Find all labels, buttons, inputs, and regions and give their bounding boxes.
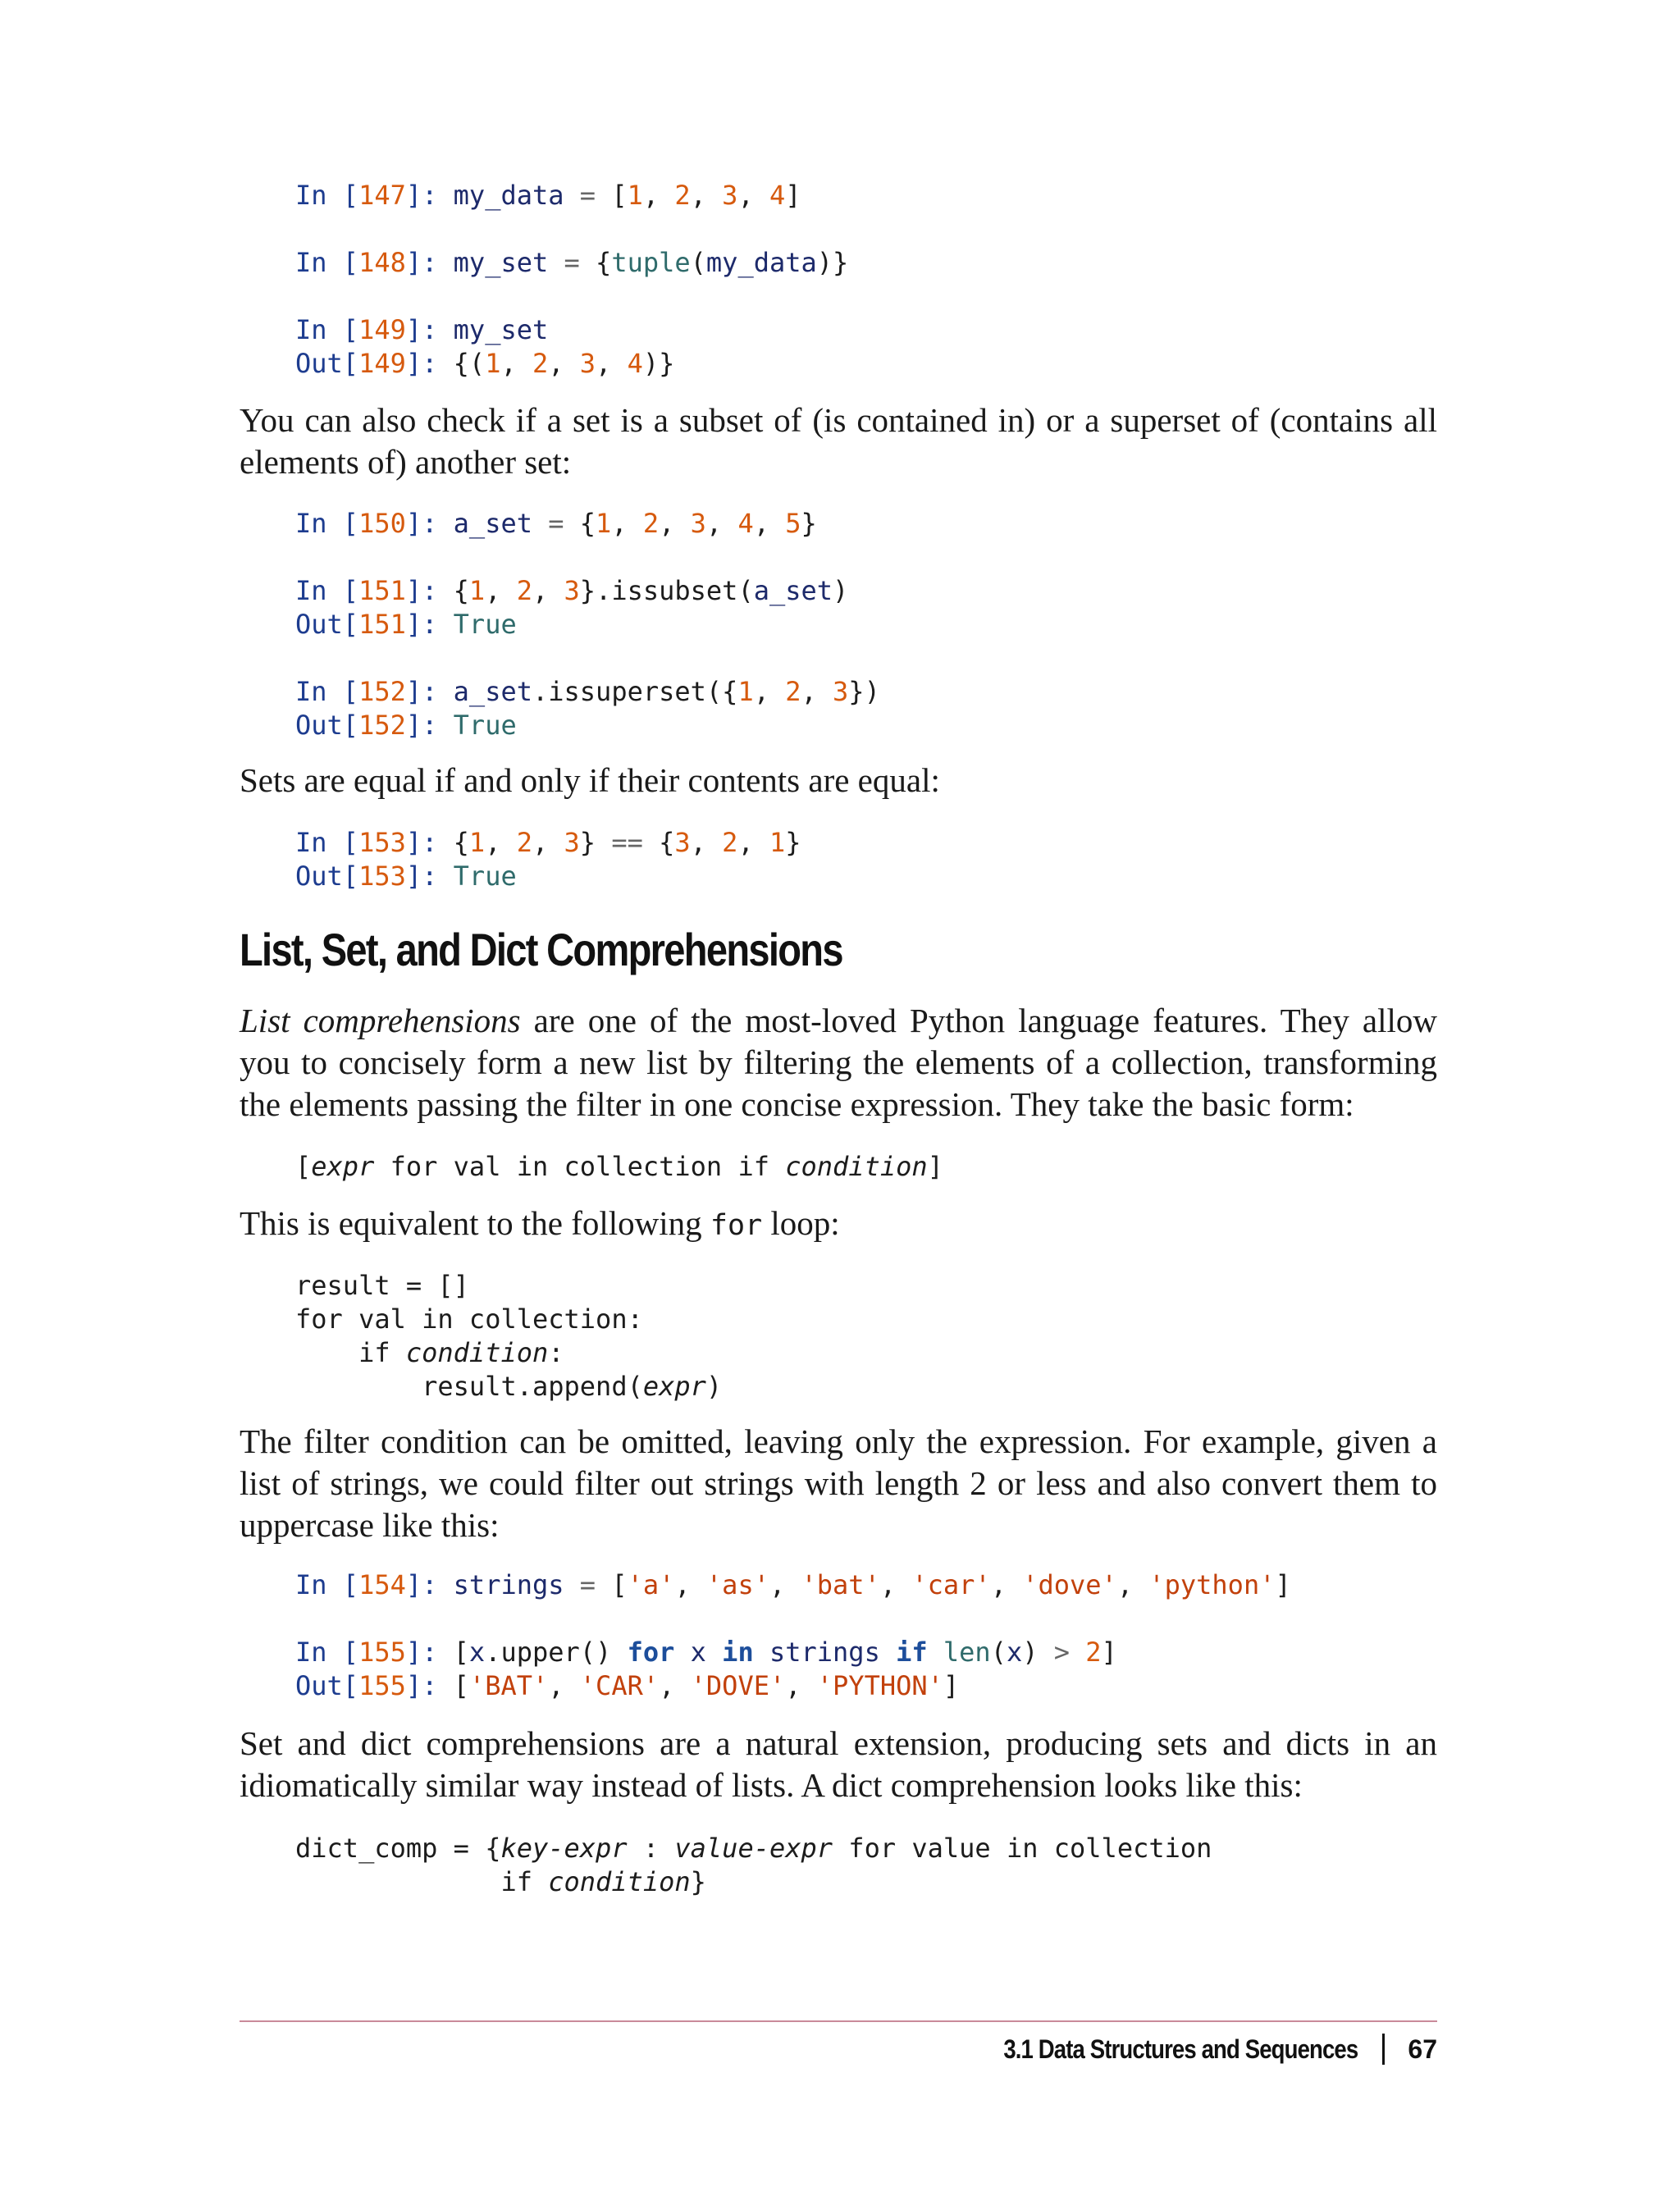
code-blank-line (295, 280, 848, 313)
code-token: ] (927, 1151, 943, 1182)
code-token: , (674, 1569, 706, 1600)
code-token: ]: (405, 247, 454, 278)
code-token: value-expr (674, 1833, 833, 1864)
code-token: 151 (358, 575, 406, 606)
code-token: x (1006, 1637, 1023, 1668)
code-token: 'a' (627, 1569, 675, 1600)
code-token: 2 (674, 180, 691, 211)
code-token: In [ (295, 180, 359, 211)
code-token: In [ (295, 247, 359, 278)
code-line (295, 1832, 1212, 1865)
code-token: ]: (405, 609, 454, 640)
code-token: }.issubset( (579, 575, 754, 606)
code-token: } (801, 508, 817, 539)
code-line (295, 313, 848, 347)
code-token: {( (453, 348, 486, 379)
code-block-subset-superset (295, 507, 880, 742)
code-token: ( (990, 1637, 1007, 1668)
code-token: 149 (358, 314, 406, 345)
code-token: 1 (485, 348, 501, 379)
paragraph-list-comprehensions (240, 1000, 1437, 1125)
code-token: 3 (579, 348, 596, 379)
code-token: 154 (358, 1569, 406, 1600)
code-token: 'bat' (801, 1569, 880, 1600)
code-token: 5 (785, 508, 801, 539)
code-token: 'car' (911, 1569, 991, 1600)
code-token: 'DOVE' (690, 1670, 786, 1701)
code-token: ]: (405, 1670, 454, 1701)
code-token: 3 (690, 508, 706, 539)
code-token: 155 (358, 1670, 406, 1701)
code-token: Out[ (295, 1670, 359, 1701)
code-token: ]: (405, 575, 454, 606)
code-token: ) (1022, 1637, 1039, 1668)
code-block-string-comprehension (295, 1568, 1291, 1703)
footer-section-title: 3.1 Data Structures and Sequences (1003, 2034, 1358, 2064)
paragraph-subset-superset: You can also check if a set is a subset of (is contained in) or a superset of (contains all elements of) another set: (240, 401, 1437, 481)
code-token: 4 (769, 180, 786, 211)
code-blank-line (295, 1602, 1291, 1636)
code-token: for value in collection (833, 1833, 1212, 1864)
code-token: 4 (627, 348, 643, 379)
paragraph-set-equality: Sets are equal if and only if their contents are equal: (240, 761, 940, 799)
code-token: result = [] (295, 1270, 469, 1301)
code-token: , (485, 575, 517, 606)
code-line (295, 826, 801, 860)
code-token: Out[ (295, 710, 359, 741)
code-token: , (690, 180, 723, 211)
code-token: condition (785, 1151, 928, 1182)
code-token: In [ (295, 1569, 359, 1600)
code-token (880, 1637, 896, 1668)
code-token: dict_comp = { (295, 1833, 501, 1864)
code-token: strings (453, 1569, 564, 1600)
code-token: my_data (453, 180, 564, 211)
code-token (928, 1637, 943, 1668)
footer-rule (240, 2020, 1437, 2022)
code-token: 2 (722, 827, 738, 858)
code-token: 148 (358, 247, 406, 278)
code-line (295, 347, 848, 381)
code-token: 1 (769, 827, 786, 858)
code-blank-line (295, 212, 848, 246)
code-token: a_set (453, 508, 532, 539)
code-token: 2 (532, 348, 549, 379)
code-token: for (627, 1637, 675, 1668)
code-token: strings (769, 1637, 880, 1668)
code-token: 147 (358, 180, 406, 211)
code-token: } (785, 827, 801, 858)
emphasis-term: List comprehensions (240, 1002, 521, 1039)
code-token: , (737, 827, 769, 858)
code-line (295, 1336, 722, 1370)
paragraph-text: This is equivalent to the following (240, 1204, 710, 1242)
code-token: True (453, 710, 517, 741)
code-token (674, 1637, 690, 1668)
code-line (295, 1568, 1291, 1602)
code-token: , (532, 575, 564, 606)
code-token: , (753, 508, 786, 539)
code-token: 3 (833, 676, 849, 707)
code-line (295, 1669, 1291, 1703)
code-token: 3 (722, 180, 738, 211)
code-token: In [ (295, 508, 359, 539)
code-line (295, 179, 848, 212)
code-token: [ (453, 1637, 469, 1668)
code-token: 152 (358, 710, 406, 741)
code-token: ]: (405, 676, 454, 707)
code-token: , (705, 508, 738, 539)
code-block-for-loop (295, 1269, 722, 1404)
code-token: , (1116, 1569, 1149, 1600)
code-line (295, 1370, 722, 1404)
code-token: key-expr (500, 1833, 628, 1864)
code-token: .issuperset({ (532, 676, 738, 707)
code-token: , (659, 1670, 691, 1701)
code-line (295, 608, 880, 641)
code-token: , (485, 827, 517, 858)
code-token: ]: (405, 710, 454, 741)
code-token: > (1038, 1637, 1086, 1668)
code-token: = (548, 247, 596, 278)
code-token: )} (816, 247, 849, 278)
code-token: , (642, 180, 675, 211)
code-token: ]: (405, 827, 454, 858)
code-token: : (627, 1833, 675, 1864)
code-token: expr (642, 1371, 706, 1402)
code-token: ]: (405, 180, 454, 211)
code-line (295, 1303, 722, 1336)
code-token: , (548, 348, 580, 379)
code-token: ] (785, 180, 801, 211)
code-token: my_set (453, 247, 549, 278)
code-token: : (548, 1337, 564, 1368)
code-token: True (453, 861, 517, 892)
inline-code: for (710, 1209, 763, 1242)
code-token: [ (295, 1151, 312, 1182)
code-token: for val in collection: (295, 1303, 643, 1335)
code-token: )} (642, 348, 675, 379)
code-token: { (453, 827, 469, 858)
code-token: 'BAT' (468, 1670, 549, 1701)
code-token: 1 (596, 508, 612, 539)
code-token: 153 (358, 861, 406, 892)
code-token: , (532, 827, 564, 858)
code-token: 1 (737, 676, 754, 707)
code-line (295, 1150, 943, 1184)
code-token: 151 (358, 609, 406, 640)
code-token: a_set (453, 676, 532, 707)
code-token: , (785, 1670, 817, 1701)
code-token: 'CAR' (579, 1670, 660, 1701)
code-token: }) (848, 676, 880, 707)
code-block-dict-comprehension (295, 1832, 1212, 1899)
code-token (706, 1637, 722, 1668)
code-token: Out[ (295, 609, 359, 640)
code-token: 2 (785, 676, 801, 707)
code-token: a_set (753, 575, 833, 606)
code-token: 1 (627, 180, 643, 211)
code-token: 150 (358, 508, 406, 539)
code-token: 155 (358, 1637, 406, 1668)
code-token: In [ (295, 827, 359, 858)
code-token: in (722, 1637, 754, 1668)
code-token: 153 (358, 827, 406, 858)
section-heading: List, Set, and Dict Comprehensions (240, 924, 842, 975)
code-token: 3 (564, 827, 580, 858)
code-token: , (801, 676, 833, 707)
code-token: 2 (642, 508, 660, 539)
code-token: , (879, 1569, 912, 1600)
code-token: if (896, 1637, 928, 1668)
paragraph-text: loop: (762, 1204, 840, 1242)
code-token: 'python' (1148, 1569, 1276, 1600)
code-token: , (500, 348, 532, 379)
code-token: tuple (611, 247, 691, 278)
code-line (295, 574, 880, 608)
code-token (754, 1637, 769, 1668)
code-token: , (737, 180, 769, 211)
code-token: 2 (516, 575, 532, 606)
code-token: ]: (405, 1569, 454, 1600)
code-token: ]: (405, 508, 454, 539)
code-token: [ (611, 1569, 628, 1600)
code-block-set-from-tuple (295, 179, 848, 381)
code-token: ) (833, 575, 849, 606)
code-line (295, 507, 880, 541)
code-token: ( (690, 247, 706, 278)
code-token: ]: (405, 348, 454, 379)
code-token: = (532, 508, 580, 539)
code-token: x (468, 1637, 486, 1668)
code-token: 2 (516, 827, 532, 858)
code-token: ) (705, 1371, 723, 1402)
code-token: 3 (564, 575, 580, 606)
page-footer (946, 2031, 1437, 2067)
paragraph-set-dict-comprehensions: Set and dict comprehensions are a natural extension, producing sets and dicts in an idiomatically similar way instead of lists. A dict comprehension looks like this: (240, 1724, 1437, 1804)
code-token: if (295, 1866, 549, 1897)
code-token: 2 (1085, 1637, 1102, 1668)
code-token: 'as' (705, 1569, 769, 1600)
code-token: my_data (705, 247, 817, 278)
code-token: 152 (358, 676, 406, 707)
code-token: ]: (405, 1637, 454, 1668)
code-line (295, 1269, 722, 1303)
code-token: x (690, 1637, 706, 1668)
code-token: = (564, 1569, 612, 1600)
code-token: , (596, 348, 628, 379)
code-token: = (564, 180, 612, 211)
code-token: True (453, 609, 517, 640)
code-token: 'dove' (1022, 1569, 1117, 1600)
code-token: , (659, 508, 691, 539)
code-token: expr (311, 1151, 375, 1182)
code-token: 4 (737, 508, 754, 539)
code-token: , (548, 1670, 580, 1701)
code-token: , (611, 508, 643, 539)
code-block-set-equality (295, 826, 801, 893)
code-token: } (579, 827, 596, 858)
code-token: ] (1101, 1637, 1117, 1668)
code-token: { (596, 247, 612, 278)
code-token: ]: (405, 314, 454, 345)
code-token: 149 (358, 348, 406, 379)
code-token: { (453, 575, 469, 606)
code-token: == (596, 827, 660, 858)
code-token: Out[ (295, 861, 359, 892)
code-block-comprehension-form (295, 1150, 943, 1184)
code-token: , (753, 676, 786, 707)
code-token: 1 (468, 575, 486, 606)
code-token: ] (943, 1670, 960, 1701)
code-token: len (943, 1637, 991, 1668)
code-token: 'PYTHON' (816, 1670, 943, 1701)
code-line (295, 1865, 1212, 1899)
code-token: .upper() (485, 1637, 628, 1668)
code-line (295, 860, 801, 893)
code-token: In [ (295, 676, 359, 707)
code-token: } (690, 1866, 706, 1897)
code-token: In [ (295, 1637, 359, 1668)
code-token: result.append( (295, 1371, 643, 1402)
code-token: , (990, 1569, 1023, 1600)
code-token: In [ (295, 314, 359, 345)
code-token: 3 (674, 827, 691, 858)
code-token: [ (453, 1670, 469, 1701)
code-token: if (295, 1337, 406, 1368)
code-token: Out[ (295, 348, 359, 379)
paragraph-text: are one of the most-loved Python language features. They allow you to concisely form a new list by filtering the elements of a collection, transforming the elements passing the filter in one concise expression. They take the basic form: (240, 1002, 1438, 1123)
code-line (295, 246, 848, 280)
code-token: { (579, 508, 596, 539)
paragraph-filter-condition: The filter condition can be omitted, leaving only the expression. For example, given a list of strings, we could filter out strings with length 2 or less and also convert them to uppercase like this: (240, 1422, 1437, 1544)
footer-separator (1382, 2034, 1385, 2065)
code-token: ]: (405, 861, 454, 892)
code-token: ] (1275, 1569, 1291, 1600)
paragraph-for-loop-equivalent (240, 1203, 1437, 1247)
code-line (295, 1636, 1291, 1669)
code-token: for val in collection if (374, 1151, 786, 1182)
code-token: condition (405, 1337, 549, 1368)
code-token: , (690, 827, 723, 858)
code-token: 1 (468, 827, 486, 858)
code-token: In [ (295, 575, 359, 606)
code-token: [ (611, 180, 628, 211)
code-token: { (659, 827, 675, 858)
code-token: my_set (453, 314, 549, 345)
code-blank-line (295, 641, 880, 675)
code-blank-line (295, 541, 880, 574)
code-line (295, 709, 880, 742)
code-token: , (769, 1569, 801, 1600)
page-number: 67 (1408, 2034, 1437, 2064)
code-token: condition (548, 1866, 691, 1897)
code-line (295, 675, 880, 709)
